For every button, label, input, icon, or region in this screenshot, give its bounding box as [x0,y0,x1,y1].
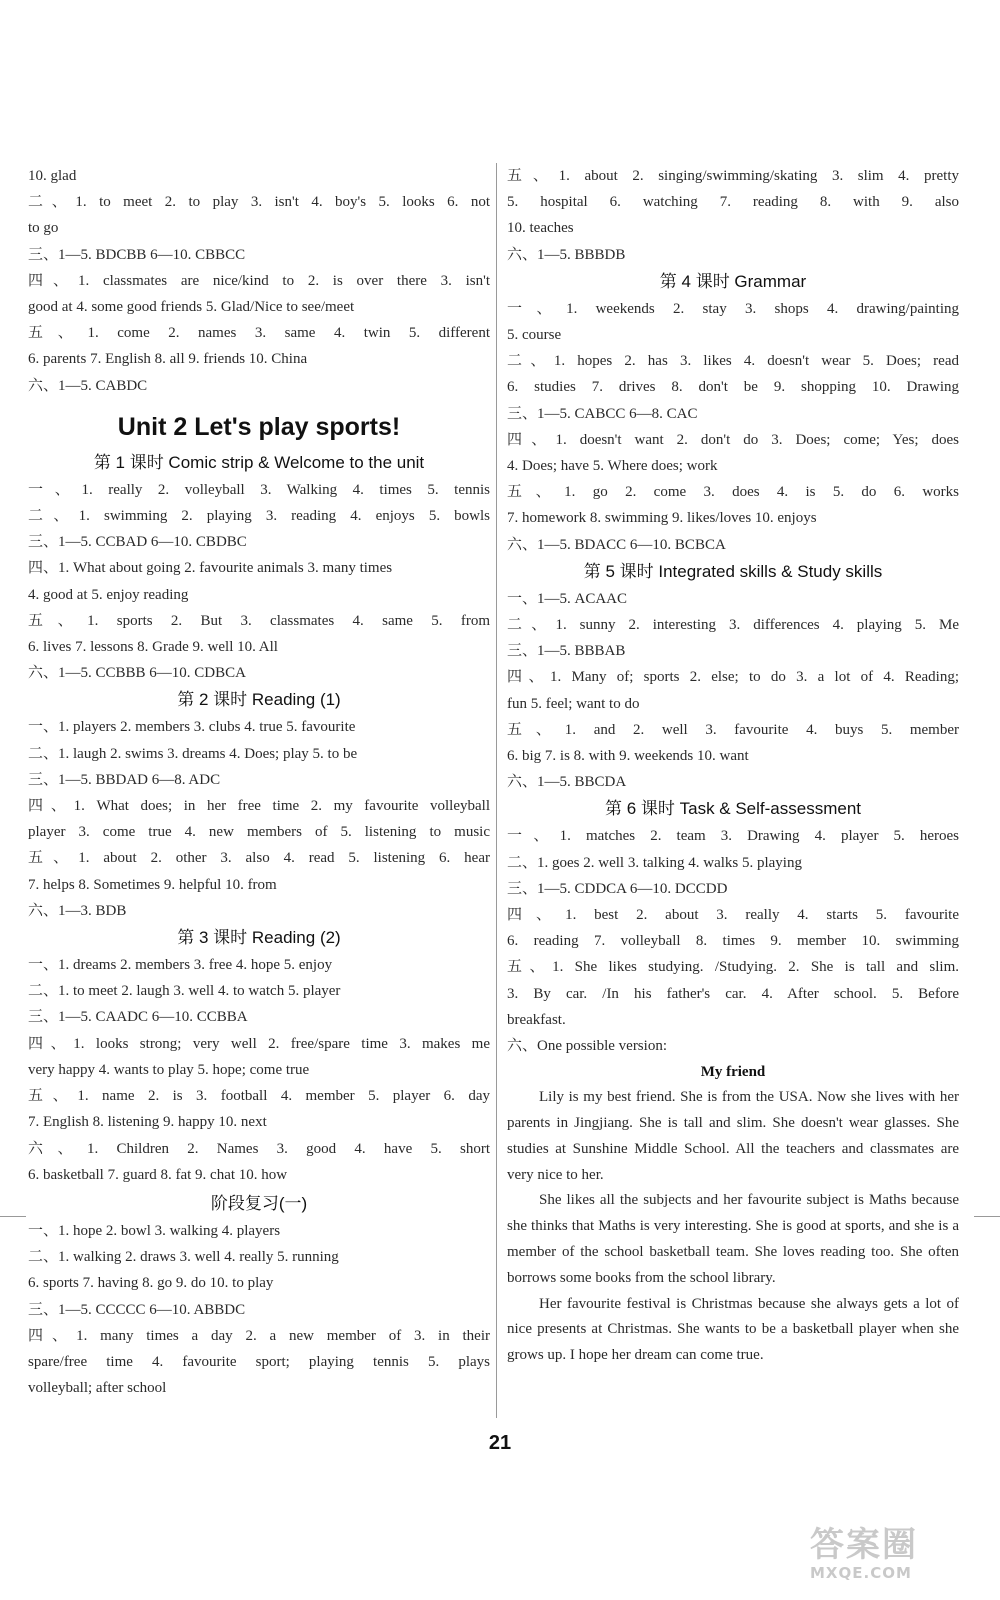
answer-line: 五、1. name 2. is 3. football 4. member 5. player 6. day [28,1088,490,1105]
answer-line: 三、1—5. CAADC 6—10. CCBBA [28,1009,248,1026]
answer-line: player 3. come true 4. new members of 5. listening to music [28,824,490,841]
answer-line: 二、1. hopes 2. has 3. likes 4. doesn't wear 5. Does; read [507,353,959,370]
lesson-heading: 第 5 课时 Integrated skills & Study skills [583,561,883,581]
answer-line: 六、1—5. CABDC [28,377,148,394]
lesson-heading: 第 1 课时 Comic strip & Welcome to the unit [93,452,425,472]
answer-line: 6. studies 7. drives 8. don't be 9. shopping 10. Drawing [507,379,959,396]
lesson-heading: 第 4 课时 Grammar [659,271,807,291]
answer-line: 二、1. to meet 2. to play 3. isn't 4. boy's 5. looks 6. not [28,194,490,211]
margin-mark-right [974,1216,1000,1217]
answer-line: 五、1. about 2. other 3. also 4. read 5. listening 6. hear [28,850,490,867]
answer-line: 五、1. go 2. come 3. does 4. is 5. do 6. works [507,484,959,501]
answer-line: 6. basketball 7. guard 8. fat 9. chat 10. how [28,1166,288,1183]
watermark-logo [810,1526,980,1586]
page-number: 21 [488,1432,512,1454]
answer-line: 一、1. players 2. members 3. clubs 4. true 5. favourite [28,719,356,736]
essay-paragraph: She likes all the subjects and her favourite subject is Maths because she thinks that Maths is very interesting. She is good at sports, and she is a member of the school basketball team. She loves reading too. She often borrows some books from the school library. [507,1192,959,1286]
answer-line: 7. helps 8. Sometimes 9. helpful 10. from [28,876,277,893]
answer-line: 三、1—5. BBDAD 6—8. ADC [28,771,221,788]
answer-line: 6. sports 7. having 8. go 9. do 10. to play [28,1275,274,1292]
column-divider [496,163,497,1418]
answer-line: 三、1—5. BDCBB 6—10. CBBCC [28,246,246,263]
answer-line: to go [28,220,59,237]
answer-line: 一、1. weekends 2. stay 3. shops 4. drawing/painting [507,300,959,317]
answer-line: 四、1. many times a day 2. a new member of 3. in their [28,1327,490,1344]
answer-line: 四、1. looks strong; very well 2. free/spare time 3. makes me [28,1035,490,1052]
answer-line: 三、1—5. CABCC 6—8. CAC [507,405,698,422]
answer-line: 四、1. doesn't want 2. don't do 3. Does; come; Yes; does [507,431,959,448]
answer-line: 5. hospital 6. watching 7. reading 8. with 9. also [507,194,959,211]
answer-line: 5. course [507,327,562,344]
margin-mark-left [0,1216,26,1217]
answer-line: 六、1—5. BBBDB [507,246,626,263]
essay-paragraph: Her favourite festival is Christmas because she always gets a lot of nice presents at Christmas. She wants to be a basketball player when she grows up. I hope her dream can come true. [507,1295,959,1364]
answer-line: 二、1. swimming 2. playing 3. reading 4. enjoys 5. bowls [28,508,490,525]
answer-line: 三、1—5. CCBAD 6—10. CBDBC [28,534,247,551]
unit-heading: Unit 2 Let's play sports! [117,412,401,441]
left-answer-column [28,163,490,1401]
right-answer-column [507,163,959,1369]
answer-line: 四、1. Many of; sports 2. else; to do 3. a lot of 4. Reading; [507,669,959,686]
answer-line: 7. homework 8. swimming 9. likes/loves 10. enjoys [507,510,817,527]
answer-line: 三、1—5. CDDCA 6—10. DCCDD [507,880,728,897]
watermark-text: 答案圈 [810,1525,918,1565]
answer-line: 一、1. hope 2. bowl 3. walking 4. players [28,1222,281,1239]
answer-line: 6. big 7. is 8. with 9. weekends 10. want [507,748,749,765]
answer-line: good at 4. some good friends 5. Glad/Nice to see/meet [28,299,355,316]
answer-line: 五、1. and 2. well 3. favourite 4. buys 5. member [507,721,959,738]
answer-line: 四、1. classmates are nice/kind to 2. is over there 3. isn't [28,272,490,289]
essay-title: My friend [700,1064,766,1081]
answer-line: 四、1. What about going 2. favourite animals 3. many times [28,560,393,577]
answer-line: 六、1. Children 2. Names 3. good 4. have 5. short [28,1140,490,1157]
lesson-heading: 第 6 课时 Task & Self-assessment [604,799,862,819]
answer-line: 三、1—5. CCCCC 6—10. ABBDC [28,1301,246,1318]
answer-line: 一、1. dreams 2. members 3. free 4. hope 5. enjoy [28,957,333,974]
answer-line: 4. Does; have 5. Where does; work [507,458,718,475]
answer-line: 一、1. really 2. volleyball 3. Walking 4. times 5. tennis [28,481,490,498]
answer-line: 六、1—5. BDACC 6—10. BCBCA [507,536,726,553]
answer-line: breakfast. [507,1011,566,1028]
answer-line: 6. lives 7. lessons 8. Grade 9. well 10. All [28,639,278,656]
answer-line: 六、One possible version: [507,1038,667,1055]
answer-line: 7. English 8. listening 9. happy 10. next [28,1114,267,1131]
answer-line: 6. parents 7. English 8. all 9. friends 10. China [28,351,308,368]
answer-line: 10. glad [28,168,77,184]
answer-line: 四、1. What does; in her free time 2. my favourite volleyball [28,798,490,815]
answer-line: 一、1. matches 2. team 3. Drawing 4. player 5. heroes [507,828,959,845]
lesson-heading: 第 2 课时 Reading (1) [177,690,341,710]
answer-line: 一、1—5. ACAAC [507,590,628,607]
answer-line: volleyball; after school [28,1380,167,1397]
review-heading: 阶段复习(一) [210,1193,308,1213]
answer-line: 二、1. walking 2. draws 3. well 4. really 5. running [28,1249,339,1266]
answer-line: 二、1. to meet 2. laugh 3. well 4. to watch 5. player [28,983,341,1000]
answer-line: fun 5. feel; want to do [507,695,640,712]
answer-line: 四、1. best 2. about 3. really 4. starts 5. favourite [507,907,959,924]
answer-line: 三、1—5. BBBAB [507,643,626,660]
answer-line: 五、1. come 2. names 3. same 4. twin 5. different [28,325,490,342]
answer-line: very happy 4. wants to play 5. hope; come true [28,1061,310,1078]
answer-line: 6. reading 7. volleyball 8. times 9. member 10. swimming [507,933,959,950]
answer-line: 二、1. laugh 2. swims 3. dreams 4. Does; play 5. to be [28,745,358,762]
answer-line: 五、1. sports 2. But 3. classmates 4. same 5. from [28,612,490,629]
answer-line: 二、1. sunny 2. interesting 3. differences 4. playing 5. Me [507,617,959,634]
answer-line: 二、1. goes 2. well 3. talking 4. walks 5. playing [507,854,802,871]
essay-paragraph: Lily is my best friend. She is from the USA. Now she lives with her parents in Jingjiang. She is tall and slim. She doesn't wear glasses. She studies at Sunshine Middle School. All the teachers and classmates are very nice to her. [507,1089,959,1183]
answer-line: 10. teaches [507,220,574,237]
watermark-url: MXQE.COM [810,1564,912,1582]
answer-line: 六、1—5. CCBBB 6—10. CDBCA [28,665,246,682]
answer-line: 五、1. She likes studying. /Studying. 2. She is tall and slim. [507,959,959,976]
answer-line: 五、1. about 2. singing/swimming/skating 3. slim 4. pretty [507,168,959,184]
answer-line: 六、1—3. BDB [28,902,127,919]
answer-line: 3. By car. /In his father's car. 4. After school. 5. Before [507,985,959,1002]
lesson-heading: 第 3 课时 Reading (2) [177,928,341,948]
answer-line: spare/free time 4. favourite sport; playing tennis 5. plays [28,1353,490,1370]
answer-line: 4. good at 5. enjoy reading [28,586,189,603]
answer-line: 六、1—5. BBCDA [507,774,627,791]
